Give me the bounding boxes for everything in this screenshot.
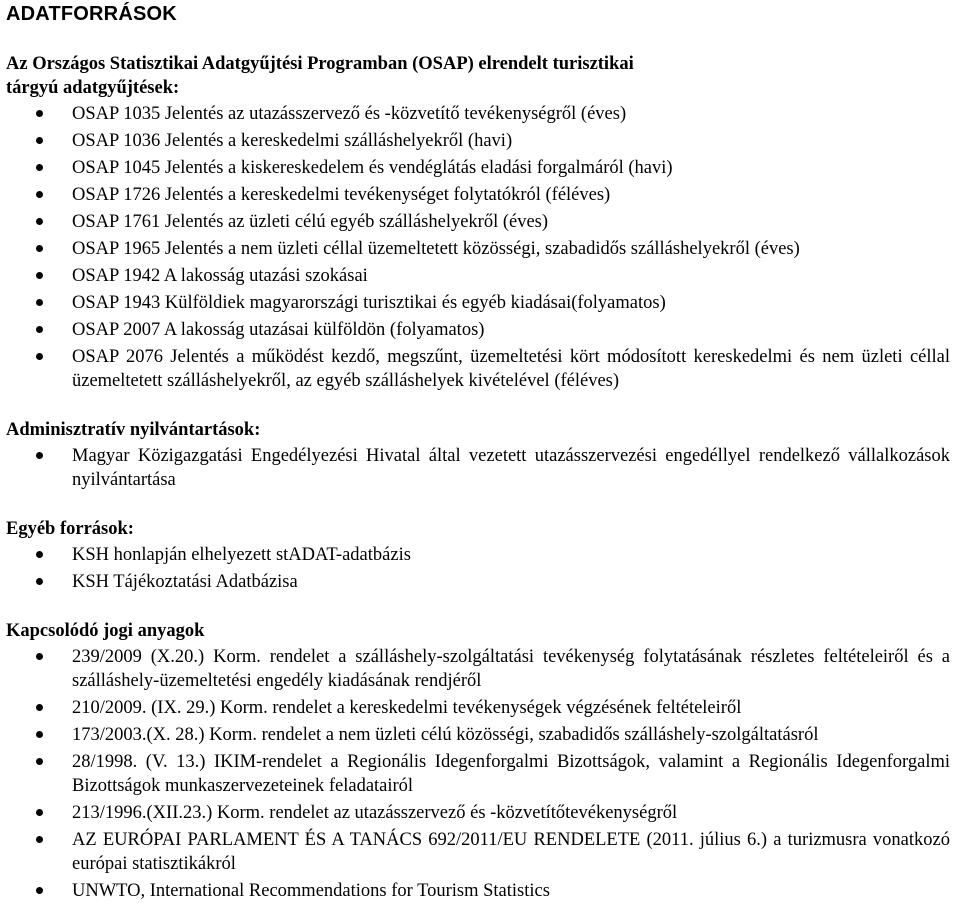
list-item-text: OSAP 1045 Jelentés a kiskereskedelem és vendéglátás eladási forgalmáról (havi): [72, 157, 673, 178]
list-item: [6, 289, 950, 316]
section-osap: [6, 52, 950, 394]
bullet-icon: [36, 164, 43, 171]
section-legal-materials: [6, 619, 950, 904]
list-item: [6, 343, 950, 394]
list-item-text: OSAP 1761 Jelentés az üzleti célú egyéb szálláshelyekről (éves): [72, 211, 549, 232]
list-item: [6, 877, 950, 904]
list-item-text: 173/2003.(X. 28.) Korm. rendelet a nem üzleti célú közösségi, szabadidős szálláshely-szolgáltatásról: [72, 724, 819, 745]
list-item: [6, 694, 950, 721]
section-title-legal-materials: Kapcsolódó jogi anyagok: [6, 621, 205, 641]
list-item-text: Magyar Közigazgatási Engedélyezési Hivatal által vezetett utazásszervezési engedéllyel rendelkező vállalkozások nyilvántartása: [72, 445, 950, 490]
list-item-text: KSH honlapján elhelyezett stADAT-adatbázis: [72, 544, 411, 565]
bullet-icon: [36, 245, 43, 252]
bullet-icon: [36, 887, 43, 894]
bullet-icon: [36, 809, 43, 816]
list-item-text: OSAP 1726 Jelentés a kereskedelmi tevékenységet folytatókról (féléves): [72, 184, 611, 205]
list-item-text: OSAP 2007 A lakosság utazásai külföldön (folyamatos): [72, 319, 485, 340]
section-title-admin: Adminisztratív nyilvántartások:: [6, 420, 261, 440]
list-item: [6, 568, 950, 595]
bullet-icon: [36, 551, 43, 558]
list-item-text: OSAP 1035 Jelentés az utazásszervező és -közvetítő tevékenységről (éves): [72, 103, 627, 124]
bullet-icon: [36, 704, 43, 711]
bullet-icon: [36, 299, 43, 306]
bullet-icon: [36, 272, 43, 279]
list-item: [6, 442, 950, 493]
list-item: [6, 100, 950, 127]
list-item-text: 210/2009. (IX. 29.) Korm. rendelet a kereskedelmi tevékenységek végzésének feltételeiről: [72, 697, 742, 718]
bullet-icon: [36, 191, 43, 198]
section-title-osap-line1: Az Országos Statisztikai Adatgyűjtési Programban (OSAP) elrendelt turisztikai: [6, 54, 634, 74]
bullet-icon: [36, 731, 43, 738]
list-item-text: OSAP 1943 Külföldiek magyarországi turisztikai és egyéb kiadásai(folyamatos): [72, 292, 666, 313]
list-item: [6, 181, 950, 208]
list-item: [6, 541, 950, 568]
list-item: [6, 127, 950, 154]
list-item: [6, 748, 950, 799]
bullet-icon: [36, 353, 43, 360]
list-item-text: OSAP 1036 Jelentés a kereskedelmi szálláshelyekről (havi): [72, 130, 513, 151]
list-item-text: 28/1998. (V. 13.) IKIM-rendelet a Regionális Idegenforgalmi Bizottságok, valamint a Regionális Idegenforgalmi Bizottságok munkaszervezeteinek feladatairól: [72, 751, 950, 796]
list-item-text: 213/1996.(XII.23.) Korm. rendelet az utazásszervező és -közvetítőtevékenységről: [72, 802, 678, 823]
list-item: [6, 643, 950, 694]
list-item: [6, 262, 950, 289]
list-item: [6, 208, 950, 235]
list-item: [6, 316, 950, 343]
bullet-icon: [36, 578, 43, 585]
list-item-text: KSH Tájékoztatási Adatbázisa: [72, 571, 298, 592]
list-item-text: AZ EURÓPAI PARLAMENT ÉS A TANÁCS 692/2011/EU RENDELETE (2011. július 6.) a turizmusra vonatkozó európai statisztikákról: [72, 829, 950, 874]
bullet-icon: [36, 326, 43, 333]
list-item: [6, 826, 950, 877]
list-item-text: OSAP 2076 Jelentés a működést kezdő, megszűnt, üzemeltetési kört módosított kereskedelmi és nem üzleti céllal üzemeltetett szálláshelyekről, az egyéb szálláshelyek kivételével (féléves): [72, 346, 950, 391]
section-title-osap-line2: tárgyú adatgyűjtések:: [6, 78, 180, 98]
bullet-icon: [36, 836, 43, 843]
bullet-icon: [36, 137, 43, 144]
list-item-text: OSAP 1942 A lakosság utazási szokásai: [72, 265, 368, 286]
section-admin: [6, 418, 950, 493]
list-item-text: OSAP 1965 Jelentés a nem üzleti céllal üzemeltetett közösségi, szabadidős szálláshelyekről (éves): [72, 238, 800, 259]
bullet-icon: [36, 218, 43, 225]
list-item-text: 239/2009 (X.20.) Korm. rendelet a szálláshely-szolgáltatási tevékenység folytatásának részletes feltételeiről és a szálláshely-üzemeltetési engedély kiadásának rendjéről: [72, 646, 950, 691]
legal-materials-list: [6, 643, 950, 904]
section-title-other-sources: Egyéb források:: [6, 519, 134, 539]
bullet-icon: [36, 758, 43, 765]
section-title-osap: [6, 52, 950, 100]
document-heading: ADATFORRÁSOK: [6, 3, 177, 25]
osap-list: [6, 100, 950, 394]
list-item: [6, 154, 950, 181]
section-other-sources: [6, 517, 950, 595]
admin-list: [6, 442, 950, 493]
bullet-icon: [36, 110, 43, 117]
bullet-icon: [36, 653, 43, 660]
other-sources-list: [6, 541, 950, 595]
list-item: [6, 799, 950, 826]
bullet-icon: [36, 452, 43, 459]
list-item-text: UNWTO, International Recommendations for Tourism Statistics: [72, 880, 550, 901]
list-item: [6, 235, 950, 262]
list-item: [6, 721, 950, 748]
